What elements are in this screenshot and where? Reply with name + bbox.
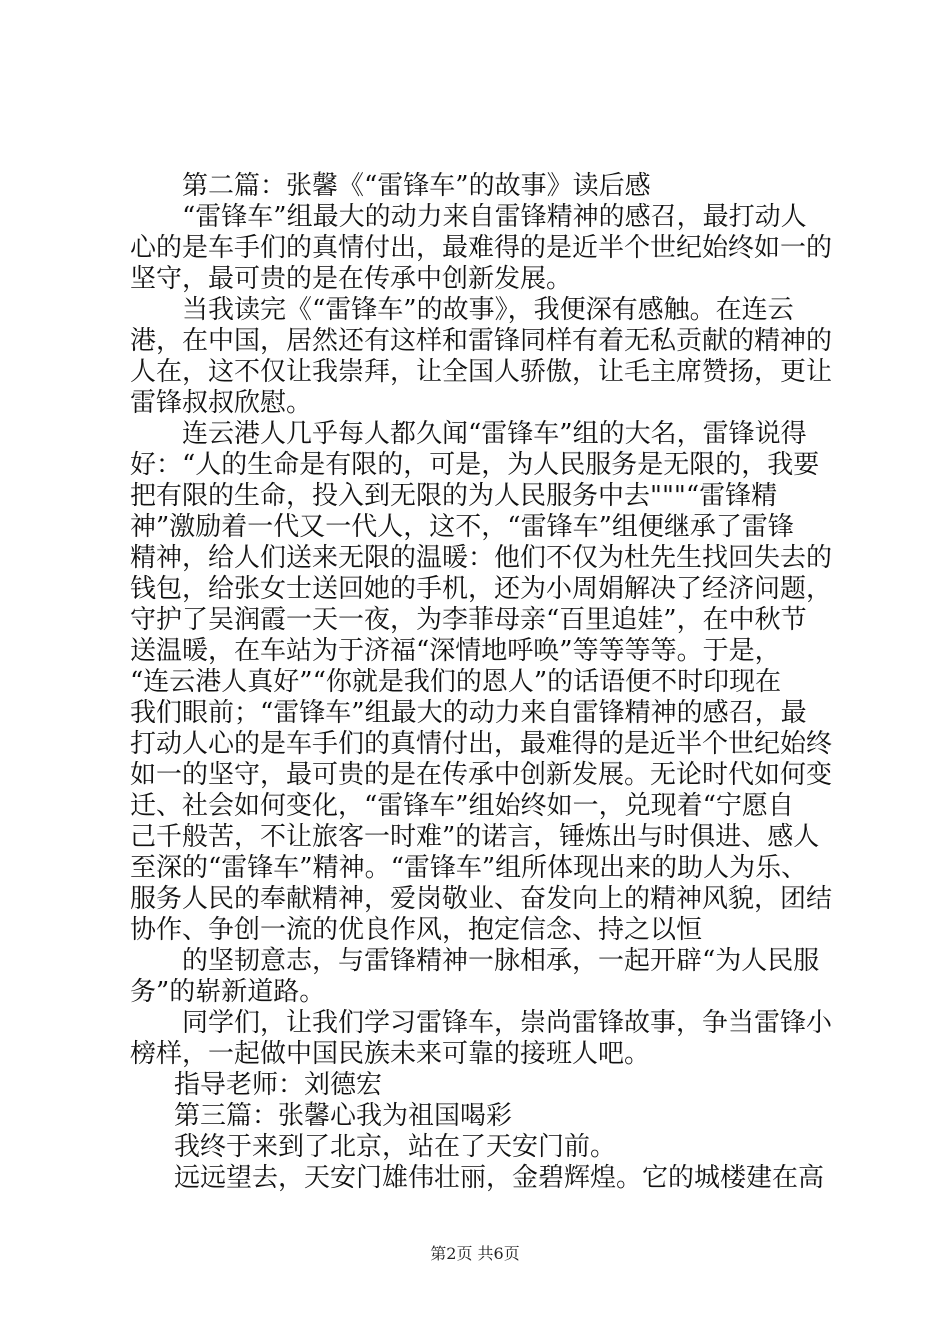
text-line: 同学们，让我们学习雷锋车，崇尚雷锋故事，争当雷锋小 xyxy=(182,1008,833,1038)
text-line: 精神，给人们送来无限的温暖：他们不仅为杜先生找回失去的 xyxy=(130,543,833,573)
text-line: 我终于来到了北京，站在了天安门前。 xyxy=(174,1132,617,1162)
text-line: 连云港人几乎每人都久闻“雷锋车”组的大名，雷锋说得 xyxy=(182,419,807,449)
text-line: 神”激励着一代又一代人，这不，“雷锋车”组便继承了雷锋 xyxy=(130,512,794,542)
text-line: 港，在中国，居然还有这样和雷锋同样有着无私贡献的精神的 xyxy=(130,326,833,356)
text-line: 的坚韧意志，与雷锋精神一脉相承，一起开辟“为人民服 xyxy=(182,946,820,976)
advisor-line: 指导老师：刘德宏 xyxy=(174,1070,383,1100)
text-line: 迁、社会如何变化，“雷锋车”组始终如一，兑现着“宁愿自 xyxy=(130,791,794,821)
text-line: 己千般苦，不让旅客一时难”的诺言，锤炼出与时俱进、感人 xyxy=(130,822,820,852)
text-line: 榜样，一起做中国民族未来可靠的接班人吧。 xyxy=(130,1039,651,1069)
text-line: 协作、争创一流的优良作风，抱定信念、持之以恒 xyxy=(130,915,703,945)
text-line: 我们眼前；“雷锋车”组最大的动力来自雷锋精神的感召，最 xyxy=(130,698,807,728)
section-heading: 第三篇：张馨心我为祖国喝彩 xyxy=(174,1101,513,1131)
text-line: 务”的崭新道路。 xyxy=(130,977,326,1007)
text-line: 远远望去，天安门雄伟壮丽，金碧辉煌。它的城楼建在高 xyxy=(174,1163,825,1193)
text-line: “连云港人真好”“你就是我们的恩人”的话语便不时印现在 xyxy=(130,667,782,697)
text-line: 把有限的生命，投入到无限的为人民服务中去"""“雷锋精 xyxy=(130,481,778,511)
text-line: 人在，这不仅让我崇拜，让全国人骄傲，让毛主席赞扬，更让 xyxy=(130,357,833,387)
text-line: 至深的“雷锋车”精神。“雷锋车”组所体现出来的助人为乐、 xyxy=(130,853,808,883)
text-line: 坚守，最可贵的是在传承中创新发展。 xyxy=(130,264,573,294)
text-line: 当我读完《“雷锋车”的故事》，我便深有感触。在连云 xyxy=(182,295,794,325)
text-line: 心的是车手们的真情付出，最难得的是近半个世纪始终如一的 xyxy=(130,233,833,263)
section-heading: 第二篇：张馨《“雷锋车”的故事》读后感 xyxy=(182,171,651,201)
text-line: 守护了吴润霞一天一夜，为李菲母亲“百里追娃”，在中秋节 xyxy=(130,605,807,635)
text-line: 雷锋叔叔欣慰。 xyxy=(130,388,313,418)
text-line: 打动人心的是车手们的真情付出，最难得的是近半个世纪始终 xyxy=(130,729,833,759)
text-line: 服务人民的奉献精神，爱岗敬业、奋发向上的精神风貌，团结 xyxy=(130,884,833,914)
body-text xyxy=(130,171,833,1194)
text-line: 钱包，给张女士送回她的手机，还为小周娟解决了经济问题， xyxy=(130,574,833,604)
text-line: 好：“人的生命是有限的，可是，为人民服务是无限的，我要 xyxy=(130,450,820,480)
text-line: 如一的坚守，最可贵的是在传承中创新发展。无论时代如何变 xyxy=(130,760,833,790)
text-line: 送温暖，在车站为于济福“深情地呼唤”等等等等。于是， xyxy=(130,636,781,666)
page-footer: 第2页 共6页 xyxy=(430,1244,520,1263)
text-line: “雷锋车”组最大的动力来自雷锋精神的感召，最打动人 xyxy=(182,202,807,232)
